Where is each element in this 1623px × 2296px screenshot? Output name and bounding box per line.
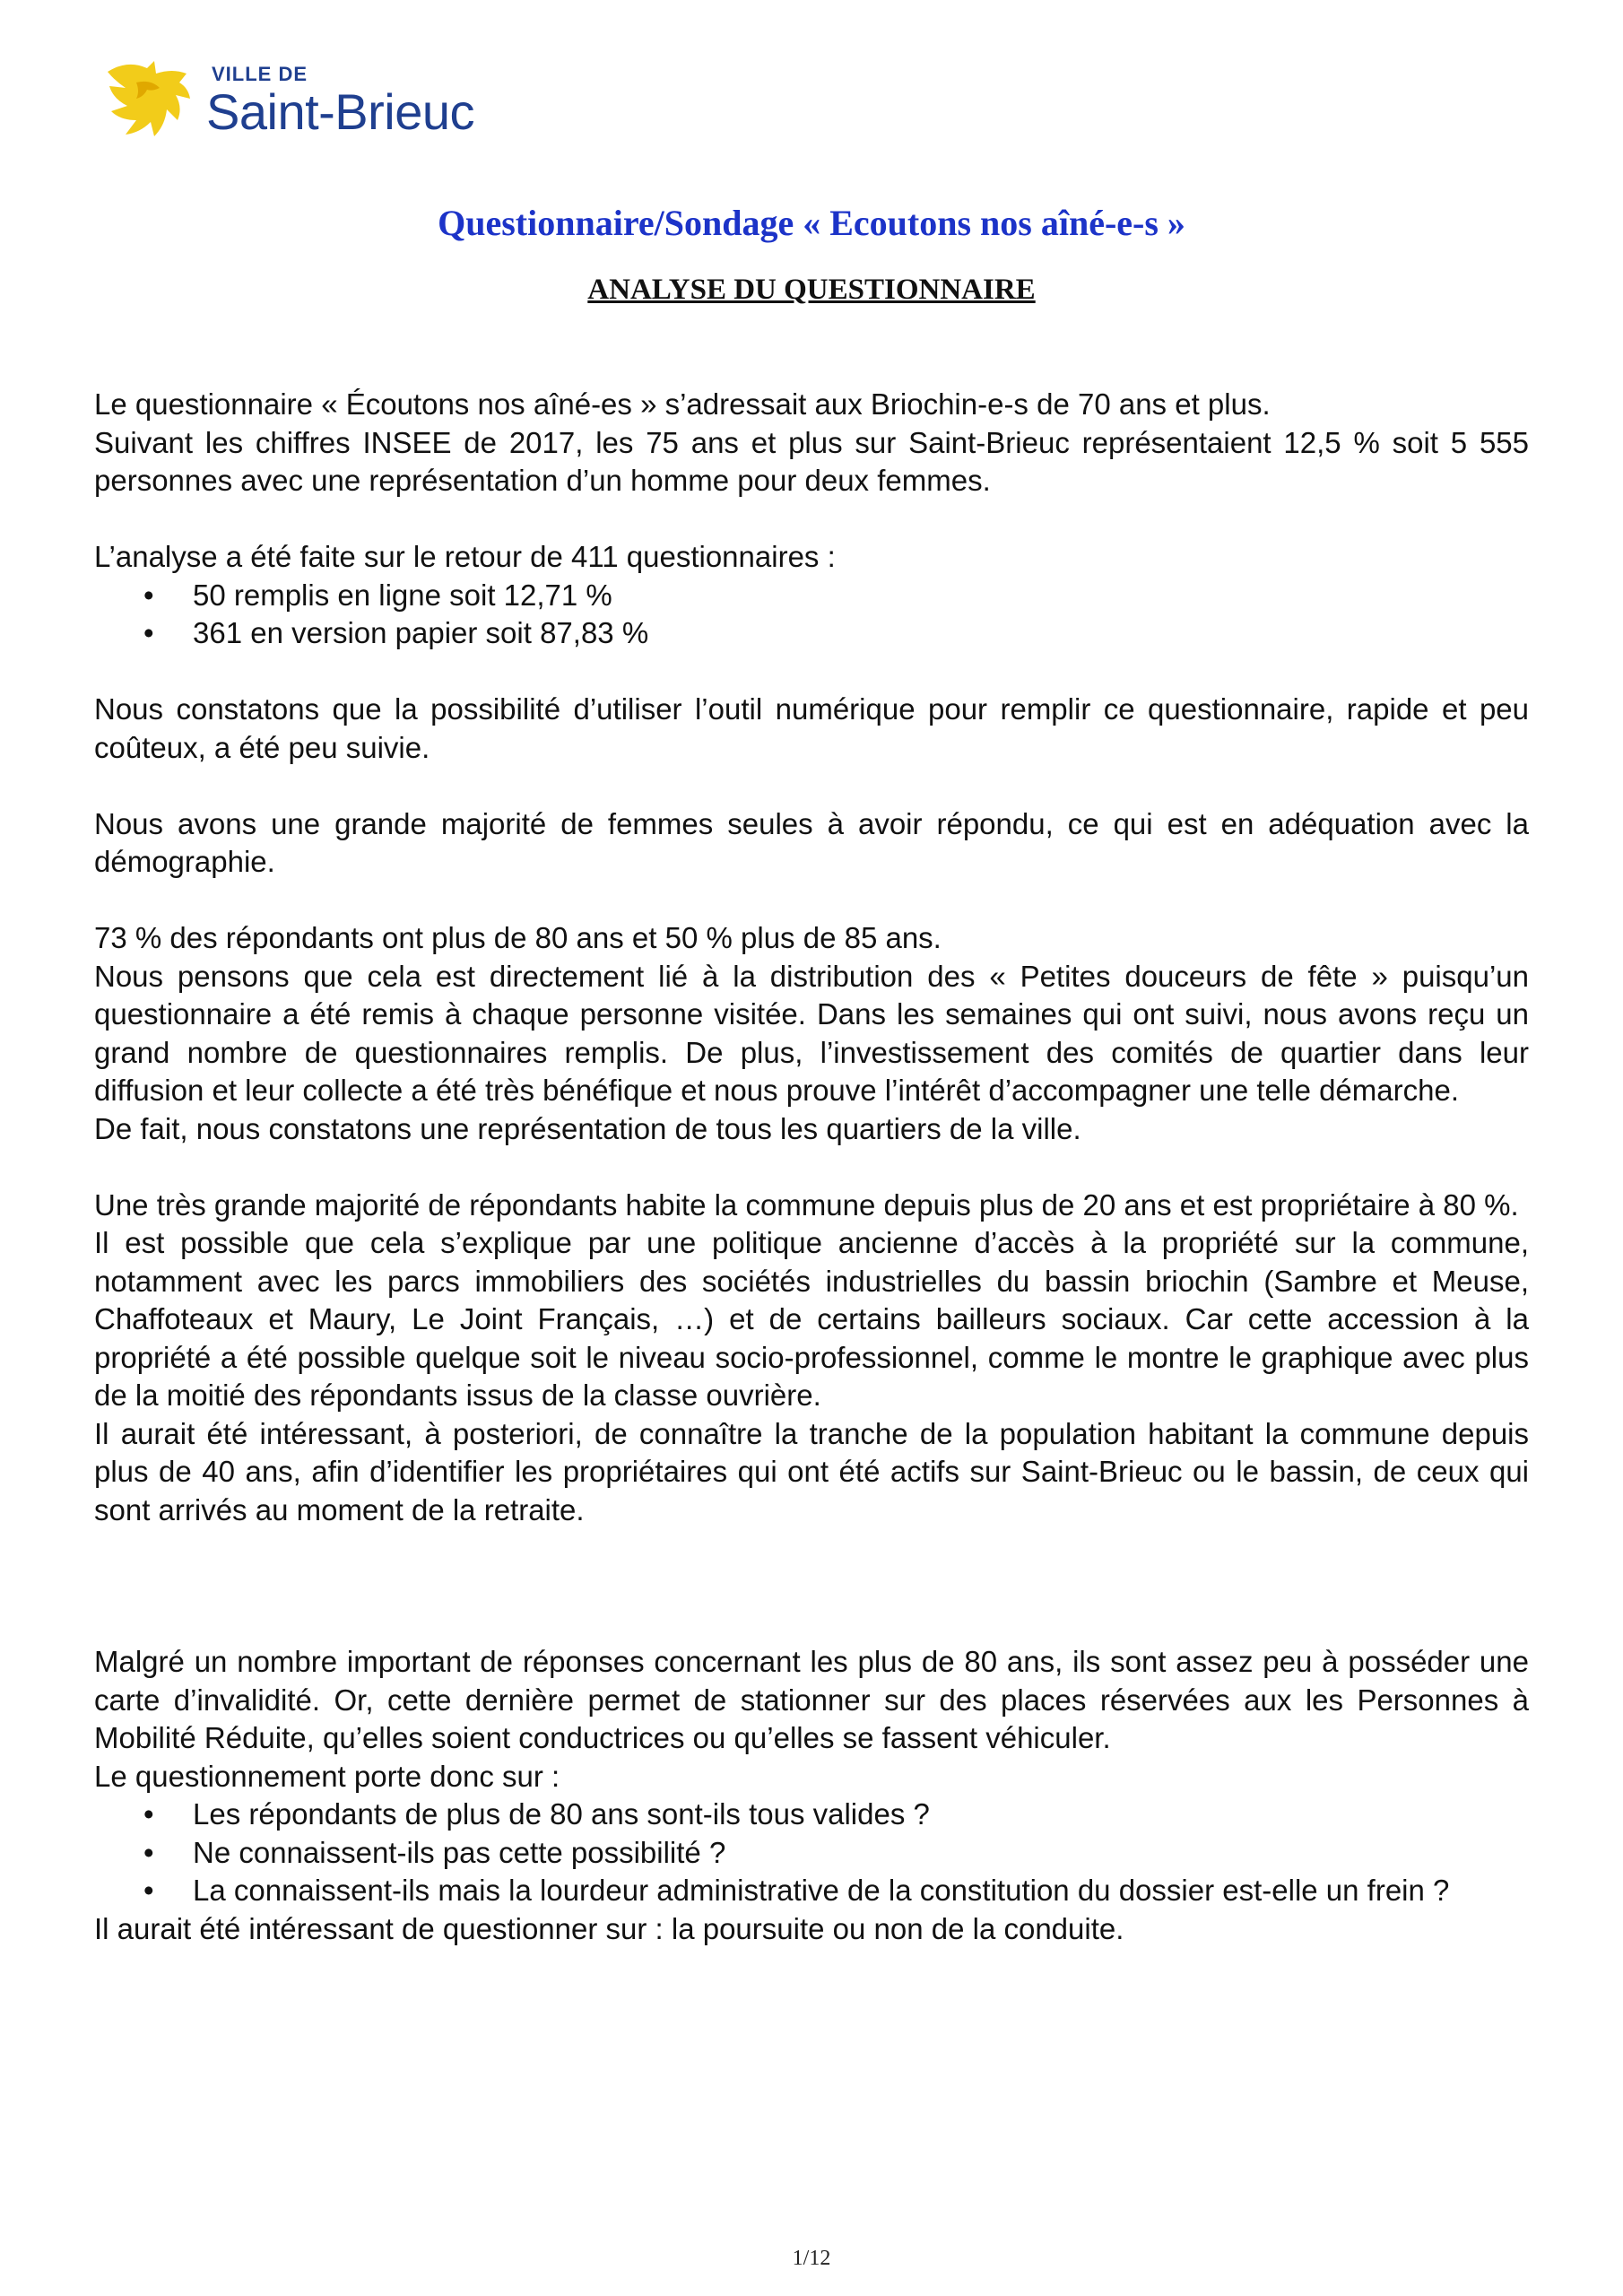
logo-city-name: Saint-Brieuc (206, 83, 475, 140)
paragraph: Nous avons une grande majorité de femmes seules à avoir répondu, ce qui est en adéquation avec la démographie. (94, 806, 1529, 878)
griffin-emblem-icon (100, 56, 199, 145)
paragraph: Nous constatons que la possibilité d’utiliser l’outil numérique pour remplir ce questionnaire, rapide et peu coûteux, a été peu suivie. (94, 692, 1529, 764)
paragraph: Une très grande majorité de répondants habite la commune depuis plus de 20 ans et est propriétaire à 80 %. (94, 1187, 1519, 1222)
paragraph: Il est possible que cela s’explique par une politique ancienne d’accès à la propriété sur la commune, notamment avec les parcs immobiliers des sociétés industrielles du bassin briochin (Sambre et Meuse, Chaffoteaux et Maury, Le Joint Français, …) et de certains bailleurs sociaux. Car cette accession à la propriété a été possible quelque soit le niveau socio-professionnel, comme le montre le graphique avec plus de la moitié des répondants issus de la classe ouvrière. (94, 1226, 1529, 1412)
bullet: • (143, 1874, 154, 1907)
paragraph: Il aurait été intéressant, à posteriori, de connaître la tranche de la population habitant la commune depuis plus de 40 ans, afin d’identifier les propriétaires qui ont été actifs sur Saint-Brieuc ou le bassin, de ceux qui sont arrivés au moment de la retraite. (94, 1416, 1529, 1526)
paragraph: Il aurait été intéressant de questionner sur : la poursuite ou non de la conduite. (94, 1911, 1124, 1945)
paragraph: Suivant les chiffres INSEE de 2017, les 75 ans et plus sur Saint-Brieuc représentaient 12,5 % soit 5 555 personnes avec une représentation d’un homme pour deux femmes. (94, 425, 1529, 497)
document-subtitle: ANALYSE DU QUESTIONNAIRE (587, 274, 1036, 306)
list-item (94, 1872, 1529, 1910)
document-body (94, 386, 1529, 1948)
bullet: • (143, 1797, 154, 1831)
bullet-list (94, 1796, 1529, 1910)
document-title: Questionnaire/Sondage « Ecoutons nos aîné-e-s » (438, 203, 1185, 243)
city-logo (100, 56, 522, 145)
logo-prefix: VILLE DE (212, 63, 308, 85)
bullet: • (143, 616, 154, 649)
list-item (94, 1834, 1529, 1873)
list-item (94, 577, 1529, 615)
list-item-text: Les répondants de plus de 80 ans sont-ils tous valides ? (193, 1797, 930, 1831)
list-item-text: La connaissent-ils mais la lourdeur administrative de la constitution du dossier est-elle un frein ? (193, 1874, 1450, 1907)
list-item (94, 1796, 1529, 1834)
bullet: • (143, 578, 154, 612)
paragraph: L’analyse a été faite sur le retour de 411 questionnaires : (94, 540, 836, 573)
paragraph: Nous pensons que cela est directement lié à la distribution des « Petites douceurs de fête » puisqu’un questionnaire a été remis à chaque personne visitée. Dans les semaines qui ont suivi, nous avons reçu un grand nombre de questionnaires remplis. De plus, l’investissement des comités de quartier dans leur diffusion et leur collecte a été très bénéfique et nous prouve l’intérêt d’accompagner une telle démarche. (94, 959, 1529, 1107)
paragraph: Malgré un nombre important de réponses concernant les plus de 80 ans, ils sont assez peu à posséder une carte d’invalidité. Or, cette dernière permet de stationner sur des places réservées aux les Personnes à Mobilité Réduite, qu’elles soient conductrices ou qu’elles se fassent véhiculer. (94, 1645, 1529, 1754)
paragraph: 73 % des répondants ont plus de 80 ans et 50 % plus de 85 ans. (94, 921, 942, 954)
list-item-text: 50 remplis en ligne soit 12,71 % (193, 578, 612, 612)
list-item (94, 614, 1529, 653)
list-item-text: Ne connaissent-ils pas cette possibilité ? (193, 1835, 726, 1869)
paragraph: Le questionnaire « Écoutons nos aîné-es » s’adressait aux Briochin-e-s de 70 ans et plus. (94, 387, 1271, 421)
list-item-text: 361 en version papier soit 87,83 % (193, 616, 649, 649)
page-number: 1/12 (792, 2247, 831, 2270)
bullet-list (94, 577, 1529, 653)
paragraph: Le questionnement porte donc sur : (94, 1759, 560, 1793)
bullet: • (143, 1835, 154, 1869)
paragraph: De fait, nous constatons une représentation de tous les quartiers de la ville. (94, 1111, 1081, 1145)
